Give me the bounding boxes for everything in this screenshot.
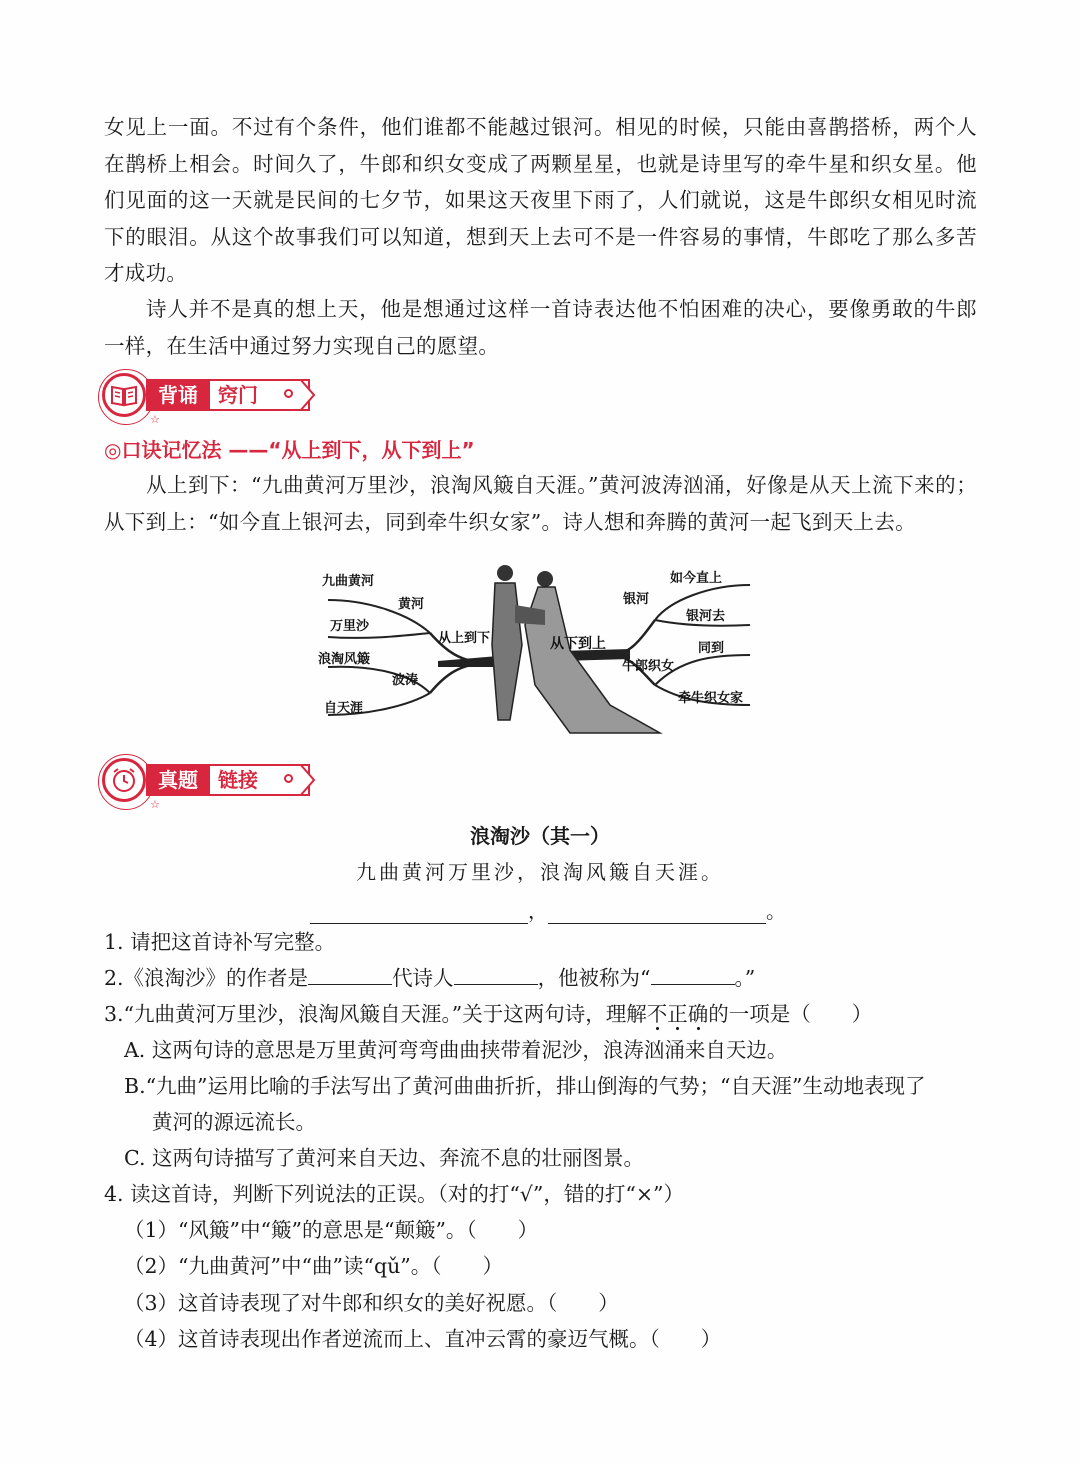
judge-item-1: （1）“风簸”中“簸”的意思是“颠簸”。（ ） bbox=[124, 1218, 539, 1242]
method-text: 从上到下：“九曲黄河万里沙，浪淘风簸自天涯。”黄河波涛汹涌，好像是从天上流下来的；从下到上：“如今直上银河去，同到牵牛织女家”。诗人想和奔腾的黄河一起飞到天上去。 bbox=[104, 473, 977, 534]
arrow-tip-icon bbox=[300, 379, 316, 411]
section-badge-exam bbox=[100, 756, 310, 811]
mindmap-leaf: 银河去 bbox=[686, 609, 726, 624]
mindmap-branch: 银河 bbox=[623, 592, 650, 607]
section-badge-recite bbox=[100, 371, 310, 426]
star-icon: ☆ bbox=[150, 413, 160, 426]
star-icon: ☆ bbox=[150, 798, 160, 811]
mindmap-leaf: 万里沙 bbox=[330, 619, 370, 634]
mindmap-leaf: 如今直上 bbox=[670, 571, 723, 586]
question-1: 1. 请把这首诗补写完整。 bbox=[104, 930, 336, 954]
story-paragraph-1: 女见上一面。不过有个条件，他们谁都不能越过银河。相见的时候，只能由喜鹊搭桥，两个人在鹊桥上相会。时间久了，牛郎和织女变成了两颗星星，也就是诗里写的牵牛星和织女星。他们见面的这一天就是民间的七夕节，如果这天夜里下雨了，人们就说，这是牛郎织女相见时流下的眼泪。从这个故事我们可以知道，想到天上去可不是一件容易的事情，牛郎吃了那么多苦才成功。 bbox=[104, 115, 977, 285]
poem-title: 浪淘沙（其一） bbox=[470, 824, 610, 848]
judge-item-4: （4）这首诗表现出作者逆流而上、直冲云霄的豪迈气概。（ ） bbox=[124, 1327, 722, 1351]
mindmap-leaf: 九曲黄河 bbox=[322, 574, 375, 589]
mind-map bbox=[310, 555, 770, 740]
story-paragraph-2: 诗人并不是真的想上天，他是想通过这样一首诗表达他不怕困难的决心，要像勇敢的牛郎一样，在生活中通过努力实现自己的愿望。 bbox=[104, 297, 977, 358]
judge-item-3: （3）这首诗表现了对牛郎和织女的美好祝愿。（ ） bbox=[124, 1291, 619, 1315]
answer-blank[interactable] bbox=[454, 964, 538, 985]
clock-icon-circle bbox=[102, 758, 146, 802]
question-2: 2.《浪淘沙》的作者是 代诗人 ，他被称为“ 。” bbox=[104, 966, 756, 990]
option-b: B.“九曲”运用比喻的手法写出了黄河曲曲折折，排山倒海的气势；“自天涯”生动地表现了 bbox=[124, 1074, 926, 1098]
mindmap-leaf: 牵牛织女家 bbox=[678, 691, 744, 706]
answer-blank[interactable] bbox=[548, 901, 766, 924]
small-circle-icon bbox=[284, 389, 293, 398]
arrow-tip-icon bbox=[300, 764, 316, 796]
option-c: C. 这两句诗描写了黄河来自天边、奔流不息的壮丽图景。 bbox=[124, 1146, 644, 1170]
option-b-continued: 黄河的源远流长。 bbox=[152, 1110, 316, 1134]
mindmap-branch: 黄河 bbox=[398, 597, 425, 612]
badge-white-label: 链接 bbox=[210, 764, 310, 796]
mindmap-leaf: 自天涯 bbox=[324, 701, 364, 716]
mindmap-leaf: 同到 bbox=[698, 641, 725, 656]
mindmap-leaf: 浪淘风簸 bbox=[318, 652, 371, 667]
mindmap-branch: 牛郎织女 bbox=[622, 659, 675, 674]
badge-red-label: 背诵 bbox=[146, 379, 210, 411]
book-icon-circle bbox=[102, 373, 146, 417]
answer-blank[interactable] bbox=[310, 901, 528, 924]
badge-red-label: 真题 bbox=[146, 764, 210, 796]
question-3: 3.“九曲黄河万里沙，浪淘风簸自天涯。”关于这两句诗，理解不正确的一项是（ ） bbox=[104, 1002, 873, 1026]
mindmap-branch: 波涛 bbox=[392, 673, 419, 688]
small-circle-icon bbox=[284, 774, 293, 783]
mindmap-center-right: 从下到上 bbox=[550, 636, 606, 652]
question-4: 4. 读这首诗，判断下列说法的正误。（对的打“√”，错的打“×”） bbox=[104, 1182, 684, 1206]
badge-white-label: 窍门 bbox=[210, 379, 310, 411]
option-a: A. 这两句诗的意思是万里黄河弯弯曲曲挟带着泥沙，浪涛汹涌来自天边。 bbox=[124, 1038, 788, 1062]
judge-item-2: （2）“九曲黄河”中“曲”读“qǔ”。（ ） bbox=[124, 1254, 503, 1278]
poem-line: 九曲黄河万里沙，浪淘风簸自天涯。 bbox=[356, 860, 724, 884]
method-title: ◎口诀记忆法 ——“从上到下，从下到上” bbox=[104, 438, 475, 462]
mindmap-center-left: 从上到下 bbox=[438, 631, 491, 646]
poem-blanks: ， 。 bbox=[310, 895, 786, 924]
answer-blank[interactable] bbox=[308, 964, 392, 985]
answer-blank[interactable] bbox=[651, 964, 735, 985]
